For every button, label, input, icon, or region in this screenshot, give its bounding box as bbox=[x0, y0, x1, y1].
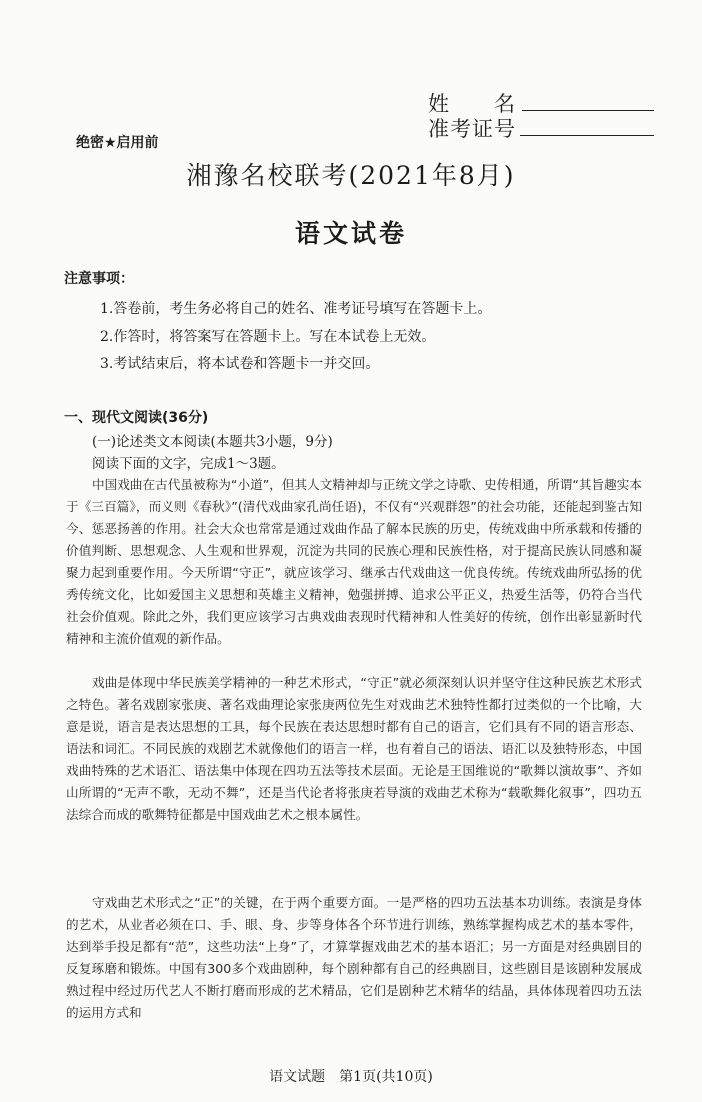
note-item: 2.作答时，将答案写在答题卡上。写在本试卷上无效。 bbox=[100, 329, 436, 345]
reading-instruction: 阅读下面的文字，完成1～3题。 bbox=[92, 456, 285, 472]
secret-mark: 绝密★启用前 bbox=[76, 135, 159, 151]
passage-paragraph: 戏曲是体现中华民族美学精神的一种艺术形式，“守正”就必须深刻认识并坚守住这种民族艺术形式之特色。著名戏剧家张庚、著名戏曲理论家张庚两位先生对戏曲艺术独特性都打过类似的一个比喻，大意是说，语言是表达思想的工具，每个民族在表达思想时都有自己的语言，它们具有不同的语言形态、语法和词汇。不同民族的戏剧艺术就像他们的语言一样，也有着自己的语法、语汇以及独特形态，中国戏曲特殊的艺术语汇、语法集中体现在四功五法等技术层面。无论是王国维说的“歌舞以演故事”、齐如山所谓的“无声不歌，无动不舞”，还是当代论者将张庚若导演的戏曲艺术称为“载歌舞化叙事”，四功五法综合而成的歌舞特征都是中国戏曲艺术之根本属性。 bbox=[66, 675, 642, 822]
notes-heading: 注意事项： bbox=[64, 271, 134, 287]
passage-paragraph: 守戏曲艺术形式之“正”的关键，在于两个重要方面。一是严格的四功五法基本功训练。表演是身体的艺术，从业者必须在口、手、眼、身、步等身体各个环节进行训练，熟练掌握构成艺术的基本零件，达到举手投足都有“范”，这些功法“上身”了，才算掌握戏曲艺术的基本语汇；另一方面是对经典剧目的反复琢磨和锻炼。中国有300多个戏曲剧种，每个剧种都有自己的经典剧目，这些剧目是该剧种发展成熟过程中经过历代艺人不断打磨而形成的艺术精品，它们是剧种艺术精华的结晶，具体体现着四功五法的运用方式和 bbox=[66, 895, 642, 1020]
passage-paragraph: 中国戏曲在古代虽被称为“小道”，但其人文精神却与正统文学之诗歌、史传相通，所谓“其旨趣实本于《三百篇》，而义则《春秋》”(清代戏曲家孔尚任语)，不仅有“兴观群怨”的社会功能，还能起到鉴古知今、惩恶扬善的作用。社会大众也常常是通过戏曲作品了解本民族的历史，传统戏曲中所承载和传播的价值判断、思想观念、人生观和世界观，沉淀为共同的民族心理和民族性格，对于提高民族认同感和凝聚力起到重要作用。今天所谓“守正”，就应该学习、继承古代戏曲这一优良传统。传统戏曲所弘扬的优秀传统文化，比如爱国主义思想和英雄主义精神，勉强拼搏、追求公平正义，热爱生活等，仍符合当代社会价值观。除此之外，我们更应该学习古典戏曲表现时代精神和人性美好的传统，创作出彰显新时代精神和主流价值观的新作品。 bbox=[66, 477, 642, 646]
subsection-heading: (一)论述类文本阅读(本题共3小题，9分) bbox=[92, 434, 333, 450]
candidate-id-line bbox=[520, 117, 654, 136]
exam-title: 湘豫名校联考(2021年8月) bbox=[186, 161, 516, 190]
section-heading: 一、现代文阅读(36分) bbox=[64, 410, 209, 426]
note-item: 1.答卷前，考生务必将自己的姓名、准考证号填写在答题卡上。 bbox=[100, 301, 492, 317]
page-footer: 语文试题 第1页(共10页) bbox=[269, 1069, 433, 1085]
candidate-id-label: 准考证号 bbox=[428, 117, 516, 141]
candidate-name-label: 姓 名 bbox=[428, 92, 516, 116]
candidate-name-line bbox=[522, 92, 654, 111]
exam-subtitle: 语文试卷 bbox=[294, 219, 407, 248]
note-item: 3.考试结束后，将本试卷和答题卡一并交回。 bbox=[100, 356, 380, 372]
candidate-id-field bbox=[428, 113, 654, 143]
